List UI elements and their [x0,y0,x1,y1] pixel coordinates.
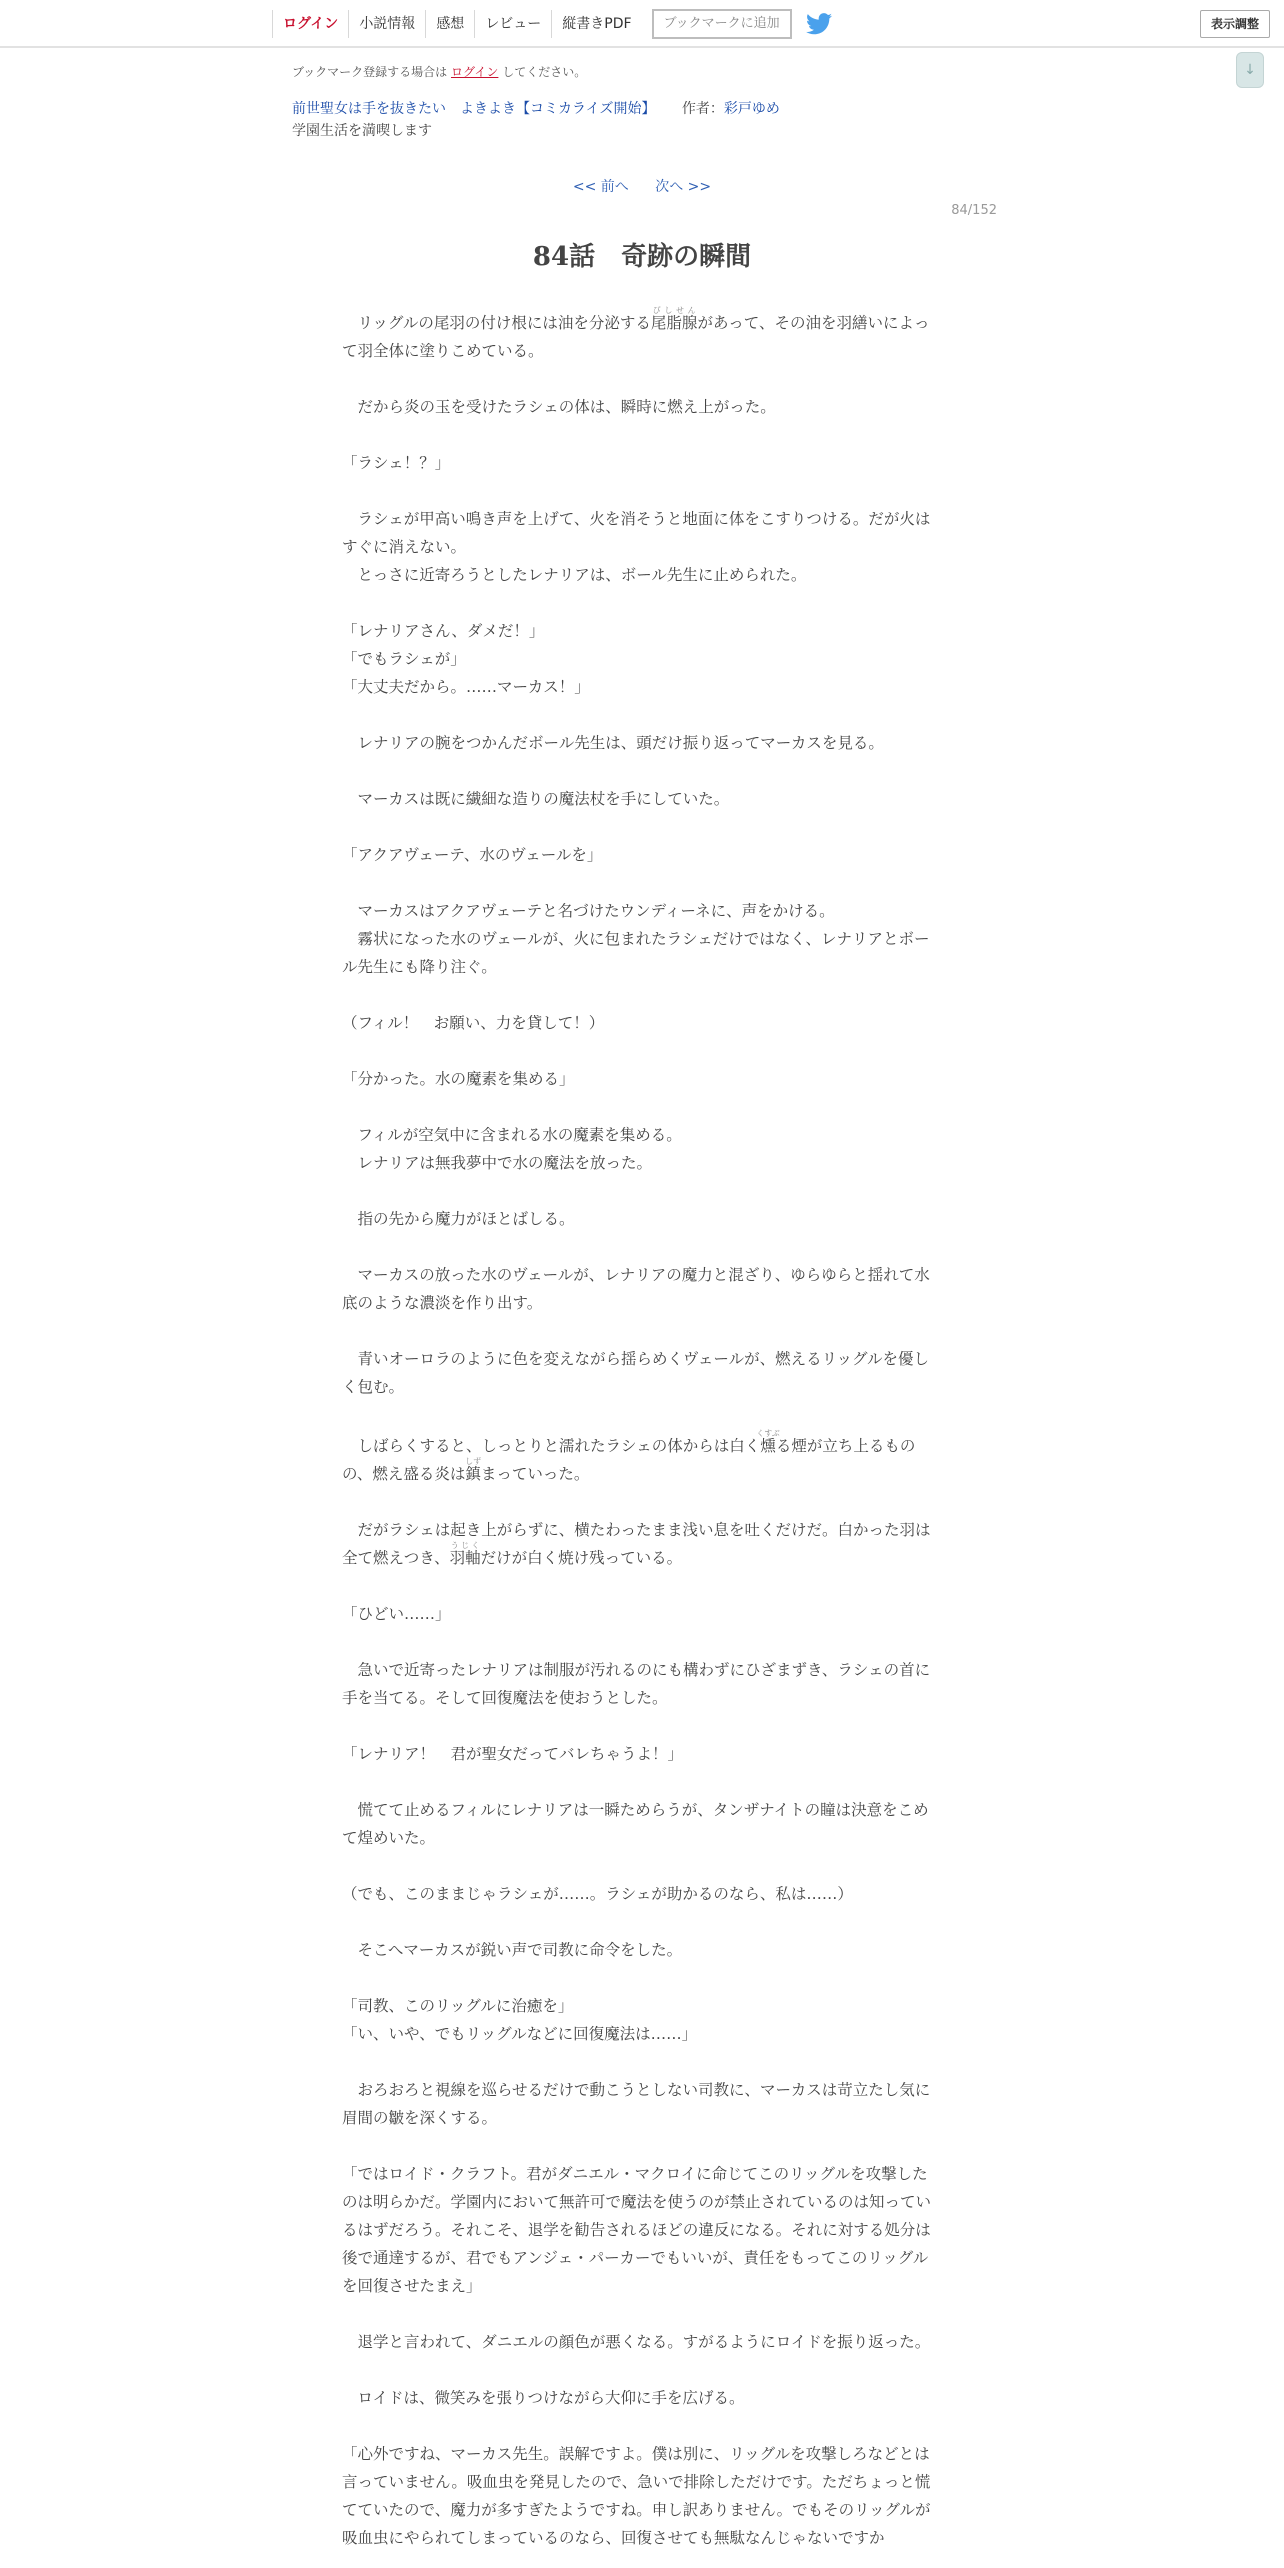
ruby-base: 燻 [756,1437,780,1455]
body-paragraph: おろおろと視線を巡らせるだけで動こうとしない司教に、マーカスは苛立たし気に眉間の皺を深くする。 [342,2081,931,2127]
chapter-body [342,306,942,2552]
body-paragraph: 「分かった。水の魔素を集める」 [342,1070,575,1088]
body-paragraph [342,1233,942,1261]
body-paragraph [342,1177,942,1205]
body-paragraph: マーカスは既に繊細な造りの魔法杖を手にしていた。 [342,790,730,808]
body-paragraph [342,2356,942,2384]
bookmark-login-note [292,63,586,80]
body-paragraph [342,1572,942,1600]
paragraph-text: リッグルの尾羽の付け根には油を分泌する [342,314,651,332]
body-paragraph: レナリアは無我夢中で水の魔法を放った。 [342,1154,653,1172]
ruby-base: 尾脂腺 [650,314,698,332]
body-paragraph: 退学と言われて、ダニエルの顔色が悪くなる。すがるようにロイドを振り返った。 [342,2333,931,2351]
body-paragraph [342,2300,942,2328]
ruby-annotation [650,306,698,332]
body-paragraph [342,1488,942,1516]
body-paragraph: 「でもラシェが」 [342,650,466,668]
next-chapter-link[interactable]: 次へ >> [655,179,712,195]
nav-impressions[interactable]: 感想 [425,10,474,38]
ruby-base: 鎮 [465,1465,482,1483]
body-paragraph: 「レナリア！ 君が聖女だってバレちゃうよ！」 [342,1745,684,1763]
body-paragraph: だから炎の玉を受けたラシェの体は、瞬時に燃え上がった。 [342,398,776,416]
body-paragraph: マーカスの放った水のヴェールが、レナリアの魔力と混ざり、ゆらゆらと揺れて水底のような濃淡を作り出す。 [342,1266,930,1312]
nav-novel-info[interactable]: 小説情報 [348,10,425,38]
body-paragraph [342,2132,942,2160]
chapter-pager [0,176,1284,196]
nav-vertical-pdf[interactable]: 縦書きPDF [551,10,641,38]
body-paragraph: 「司教、このリッグルに治癒を」 [342,1997,574,2015]
chapter-title: 84話 奇跡の瞬間 [532,242,752,272]
body-paragraph [342,365,942,393]
body-paragraph [342,589,942,617]
body-paragraph: 「ひどい……」 [342,1605,451,1623]
nav-login[interactable]: ログイン [272,10,348,38]
body-paragraph: 「ラシェ！？」 [342,454,451,472]
body-paragraph [342,701,942,729]
ruby-annotation [465,1457,482,1483]
body-paragraph [342,1037,942,1065]
body-paragraph: （フィル！ お願い、力を貸して！） [342,1014,605,1032]
ruby-base: 羽軸 [449,1549,481,1567]
bookmark-note-after: してください。 [502,65,587,79]
bookmark-note-before: ブックマーク登録する場合は [292,65,448,79]
body-paragraph [342,757,942,785]
novel-info-line [292,98,780,118]
body-paragraph: 急いで近寄ったレナリアは制服が汚れるのにも構わずにひざまずき、ラシェの首に手を当てる。そして回復魔法を使おうとした。 [342,1661,931,1707]
body-paragraph [342,1768,942,1796]
body-paragraph [342,813,942,841]
ruby-annotation [756,1429,780,1455]
body-paragraph: 「レナリアさん、ダメだ！」 [342,622,545,640]
body-paragraph [342,306,942,365]
body-paragraph [342,1712,942,1740]
top-nav [272,10,834,38]
body-paragraph: 霧状になった水のヴェールが、火に包まれたラシェだけではなく、レナリアとボール先生にも降り注ぐ。 [342,930,930,976]
body-paragraph [342,869,942,897]
paragraph-text: だがラシェは起き上がらずに、横たわったまま浅い息を吐くだけだ。白かった羽は全て燃えつき、 [342,1521,931,1567]
body-paragraph: 「い、いや、でもリッグルなどに回復魔法は……」 [342,2025,698,2043]
body-paragraph: ロイドは、微笑みを張りつけながら大仰に手を広げる。 [342,2389,745,2407]
body-paragraph [342,981,942,1009]
body-paragraph: マーカスはアクアヴェーテと名づけたウンディーネに、声をかける。 [342,902,835,920]
body-paragraph [342,1908,942,1936]
ruby-reading: うじく [449,1541,481,1550]
body-paragraph: （でも、このままじゃラシェが……。ラシェが助かるのなら、私は……） [342,1885,853,1903]
novel-title-link[interactable]: 前世聖女は手を抜きたい よきよき【コミカライズ開始】 [292,101,656,117]
chapter-count: 84/152 [951,203,997,218]
body-paragraph: とっさに近寄ろうとしたレナリアは、ボール先生に止められた。 [342,566,807,584]
paragraph-text: があって、その油を羽繕いによって羽全体に塗りこめている。 [342,314,930,360]
twitter-bird-icon[interactable] [806,10,834,38]
body-paragraph [342,1093,942,1121]
body-paragraph: 「アクアヴェーテ、水のヴェールを」 [342,846,603,864]
paragraph-text: る煙が立ち上るものの、燃え盛る炎は [342,1437,916,1483]
body-paragraph [342,1317,942,1345]
author-link[interactable]: 彩戸ゆめ [723,101,780,117]
display-settings-button[interactable]: 表示調整 [1200,10,1270,38]
author-label: 作者： [681,101,724,117]
ruby-reading: びしせん [650,306,698,315]
body-paragraph [342,1429,942,1488]
paragraph-text: だけが白く焼け残っている。 [480,1549,683,1567]
ruby-reading: しず [465,1457,482,1466]
body-paragraph: レナリアの腕をつかんだボール先生は、頭だけ振り返ってマーカスを見る。 [342,734,884,752]
body-paragraph [342,477,942,505]
body-paragraph: 「心外ですね、マーカス先生。誤解ですよ。僕は別に、リッグルを攻撃しろなどとは言っていません。吸血虫を発見したので、急いで排除しただけです。ただちょっと慌てていたので、魔力が多すぎたようですね。申し訳ありません。でもそのリッグルが吸血虫にやられてしまっているのなら、回復させても無駄なんじゃないですか [342,2445,931,2547]
body-paragraph: ラシェが甲高い鳴き声を上げて、火を消そうと地面に体をこすりつける。だが火はすぐに消えない。 [342,510,931,556]
ruby-reading: くすぶ [756,1429,780,1438]
body-paragraph: 指の先から魔力がほとばしる。 [342,1210,575,1228]
add-bookmark-button[interactable]: ブックマークに追加 [652,9,792,39]
body-paragraph [342,1964,942,1992]
bookmark-note-login-link[interactable]: ログイン [451,65,499,79]
body-paragraph [342,1516,942,1572]
body-paragraph: 「大丈夫だから。……マーカス！」 [342,678,590,696]
body-paragraph [342,1401,942,1429]
body-paragraph [342,421,942,449]
paragraph-text: しばらくすると、しっとりと濡れたラシェの体からは白く [342,1437,761,1455]
body-paragraph: 「ではロイド・クラフト。君がダニエル・マクロイに命じてこのリッグルを攻撃したのは明らかだ。学園内において無許可で魔法を使うのが禁止されているのは知っているはずだろう。それこそ、退学を勧告されるほどの違反になる。それに対する処分は後で通達するが、君でもアンジェ・パーカーでもいいが、責任をもってこのリッグルを回復させたまえ」 [342,2165,932,2295]
prev-chapter-link[interactable]: << 前へ [572,179,629,195]
site-header [0,0,1284,48]
chapter-group-title: 学園生活を満喫します [292,123,432,139]
body-paragraph: フィルが空気中に含まれる水の魔素を集める。 [342,1126,682,1144]
body-paragraph [342,2412,942,2440]
nav-review[interactable]: レビュー [474,10,551,38]
scroll-down-icon[interactable]: ↓ [1236,52,1264,88]
body-paragraph: 青いオーロラのように色を変えながら揺らめくヴェールが、燃えるリッグルを優しく包む。 [342,1350,929,1396]
body-paragraph: 慌てて止めるフィルにレナリアは一瞬ためらうが、タンザナイトの瞳は決意をこめて煌めいた。 [342,1801,929,1847]
ruby-annotation [449,1541,481,1567]
paragraph-text: まっていった。 [480,1465,590,1483]
body-paragraph: そこへマーカスが鋭い声で司教に命令をした。 [342,1941,683,1959]
body-paragraph [342,2048,942,2076]
body-paragraph [342,1628,942,1656]
body-paragraph [342,1852,942,1880]
